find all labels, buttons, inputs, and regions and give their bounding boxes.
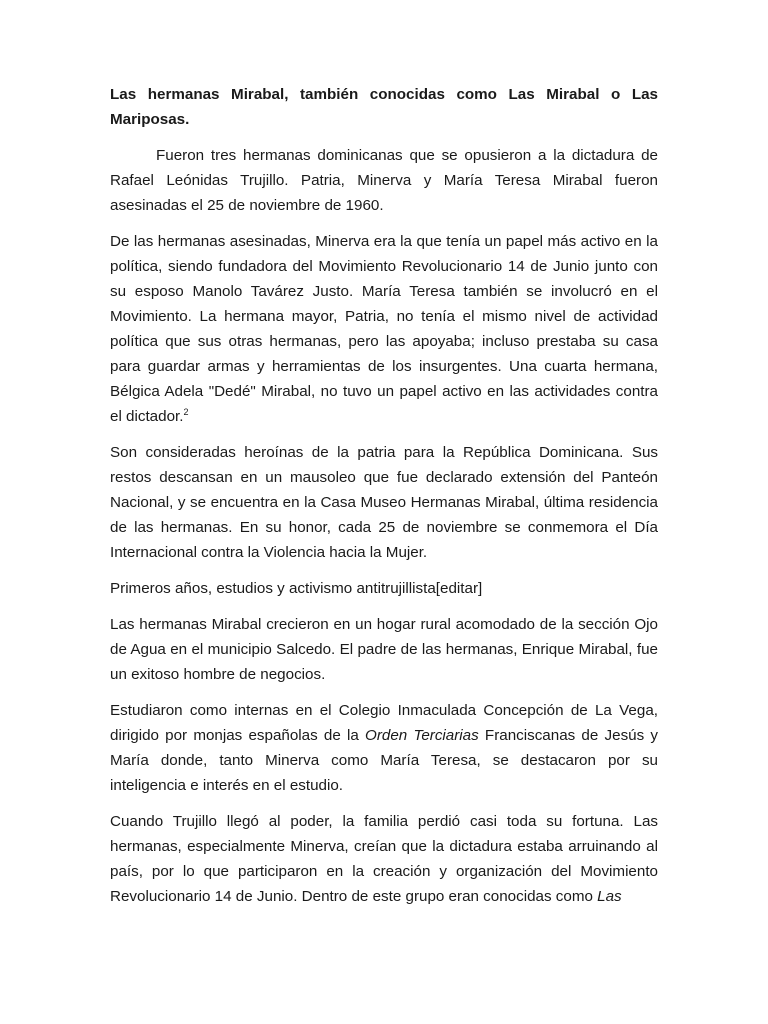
paragraph-early-life-text: Las hermanas Mirabal crecieron en un hogar rural acomodado de la sección Ojo de Agua en el municipio Salcedo. El padre de las hermanas, Enrique Mirabal, fue un exitoso hombre de negocios. [110,616,658,683]
paragraph-movement [110,809,658,909]
paragraph-movement-italic: Las [597,888,622,905]
paragraph-education-italic: Orden Terciarias [365,727,479,744]
paragraph-legacy-text: Son consideradas heroínas de la patria para la República Dominicana. Sus restos descansan en un mausoleo que fue declarado extensión del Panteón Nacional, y se encuentra en la Casa Museo Hermanas Mirabal, última residencia de las hermanas. En su honor, cada 25 de noviembre se conmemora el Día Internacional contra la Violencia hacia la Mujer. [110,444,658,561]
title-text: Las hermanas Mirabal, también conocidas como Las Mirabal o Las Mariposas. [110,86,658,128]
paragraph-intro-text: Fueron tres hermanas dominicanas que se opusieron a la dictadura de Rafael Leónidas Trujillo. Patria, Minerva y María Teresa Mirabal fueron asesinadas el 25 de noviembre de 1960. [110,147,658,214]
paragraph-activism-text: De las hermanas asesinadas, Minerva era la que tenía un papel más activo en la política, siendo fundadora del Movimiento Revolucionario 14 de Junio junto con su esposo Manolo Tavárez Justo. María Teresa también se involucró en el Movimiento. La hermana mayor, Patria, no tenía el mismo nivel de actividad política que sus otras hermanas, pero las apoyaba; incluso prestaba su casa para guardar armas y herramientas de los insurgentes. Una cuarta hermana, Bélgica Adela "Dedé" Mirabal, no tuvo un papel activo en las actividades contra el dictador. [110,233,658,425]
document-title [110,82,658,132]
section-heading [110,576,658,601]
paragraph-education [110,698,658,798]
paragraph-education-text-a: Estudiaron como internas en el Colegio Inmaculada Concepción de La Vega, dirigido por monjas españolas de la [110,702,658,744]
paragraph-education-text-b: Franciscanas de Jesús y María donde, tanto Minerva como María Teresa, se destacaron por su inteligencia e interés en el estudio. [110,727,658,794]
paragraph-intro [110,143,658,218]
paragraph-legacy [110,440,658,565]
document-body [110,82,658,920]
paragraph-early-life [110,612,658,687]
paragraph-activism [110,229,658,429]
section-heading-text: Primeros años, estudios y activismo antitrujillista[editar] [110,580,483,597]
footnote-marker[interactable]: 2 [183,406,189,417]
paragraph-movement-text: Cuando Trujillo llegó al poder, la familia perdió casi toda su fortuna. Las hermanas, especialmente Minerva, creían que la dictadura estaba arruinando al país, por lo que participaron en la creación y organización del Movimiento Revolucionario 14 de Junio. Dentro de este grupo eran conocidas como [110,813,658,905]
